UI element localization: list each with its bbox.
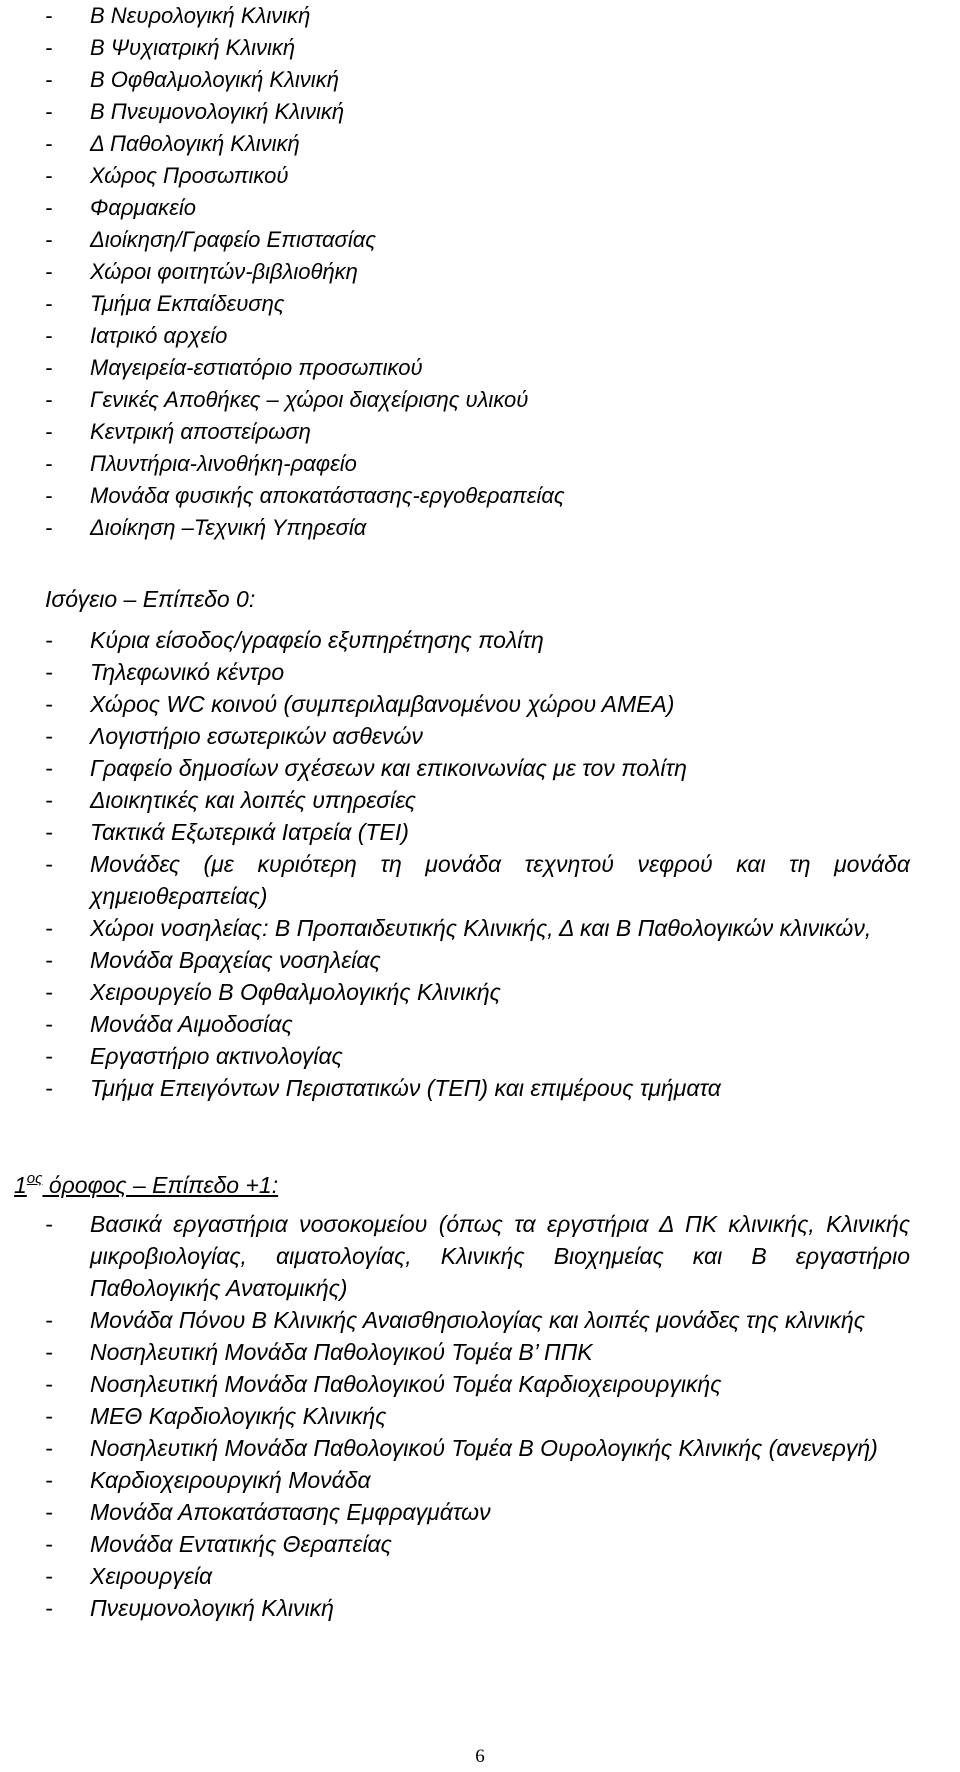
list-item-text: Κεντρική αποστείρωση (90, 419, 311, 444)
first-floor-heading-text: όροφος – Επίπεδο +1: (42, 1172, 279, 1198)
list-item-text: Μονάδα φυσικής αποκατάστασης-εργοθεραπείας (90, 483, 565, 508)
list-item-text: Καρδιοχειρουργική Μονάδα (90, 1467, 371, 1493)
list-item-text: Μονάδα Πόνου Β Κλινικής Αναισθησιολογίας και λοιπές μονάδες της κλινικής (90, 1307, 865, 1333)
list-item: - Β Νευρολογική Κλινική (45, 3, 311, 28)
list-item: - Νοσηλευτική Μονάδα Παθολογικού Τομέα Καρδιοχειρουργικής (45, 1371, 722, 1397)
list-item-text: Χώροι φοιτητών-βιβλιοθήκη (90, 259, 358, 284)
list-item-text: Χώρος WC κοινού (συμπεριλαμβανομένου χώρου ΑΜΕΑ) (90, 691, 675, 717)
list-item: - ΜΕΘ Καρδιολογικής Κλινικής (45, 1403, 387, 1429)
list-item: - Εργαστήριο ακτινολογίας (45, 1043, 343, 1069)
list-item-text: Νοσηλευτική Μονάδα Παθολογικού Τομέα Β Ουρολογικής Κλινικής (ανενεργή) (90, 1435, 878, 1461)
ground-floor-section (0, 624, 960, 1104)
list-item: - Γενικές Αποθήκες – χώροι διαχείρισης υλικού (45, 387, 529, 412)
list-item-text: Εργαστήριο ακτινολογίας (90, 1043, 343, 1069)
list-item-text: Τμήμα Επειγόντων Περιστατικών (ΤΕΠ) και επιμέρους τμήματα (90, 1075, 721, 1101)
list-item: - Χειρουργείο Β Οφθαλμολογικής Κλινικής (45, 979, 501, 1005)
list-item-text: Β Ψυχιατρική Κλινική (90, 35, 296, 60)
list-item-text: Β Πνευμονολογική Κλινική (90, 99, 345, 124)
first-floor-heading-number: 1 (14, 1172, 27, 1198)
list-item-text: Φαρμακείο (90, 195, 196, 220)
list-item: - Τμήμα Εκπαίδευσης (45, 291, 285, 316)
list-item: - Λογιστήριο εσωτερικών ασθενών (45, 723, 423, 749)
first-floor-heading-sup: ος (26, 1170, 43, 1187)
list-item-text: Δ Παθολογική Κλινική (90, 131, 300, 156)
list-item: - Τακτικά Εξωτερικά Ιατρεία (ΤΕΙ) (45, 819, 409, 845)
first-floor-section (0, 1208, 960, 1624)
list-item-text: Β Οφθαλμολογική Κλινική (90, 67, 339, 92)
list-item: - Χώρος WC κοινού (συμπεριλαμβανομένου χώρου ΑΜΕΑ) (45, 691, 675, 717)
list-item: - Ιατρικό αρχείο (45, 323, 228, 348)
list-item-text: Ιατρικό αρχείο (90, 323, 228, 348)
ground-floor-list (0, 624, 960, 1104)
list-item-text: Χώροι νοσηλείας: Β Προπαιδευτικής Κλινικής, Δ και Β Παθολογικών κλινικών, (90, 915, 872, 941)
list-item: - Γραφείο δημοσίων σχέσεων και επικοινωνίας με τον πολίτη (45, 755, 687, 781)
list-item: - Πνευμονολογική Κλινική (45, 1595, 334, 1621)
list-item: - Κεντρική αποστείρωση (45, 419, 311, 444)
list-item-text: Διοίκηση/Γραφείο Επιστασίας (90, 227, 376, 252)
list-item: - Β Ψυχιατρική Κλινική (45, 35, 296, 60)
list-item: - Μονάδα Εντατικής Θεραπείας (45, 1531, 392, 1557)
list-item-text: Χώρος Προσωπικού (90, 163, 289, 188)
top-list (0, 0, 960, 544)
ground-floor-heading: Ισόγειο – Επίπεδο 0: (45, 586, 256, 612)
list-item-text: Μονάδα Εντατικής Θεραπείας (90, 1531, 392, 1557)
list-item: - Διοίκηση –Τεχνική Υπηρεσία (45, 515, 367, 540)
list-item: - Καρδιοχειρουργική Μονάδα (45, 1467, 371, 1493)
first-floor-list (0, 1208, 960, 1624)
list-item: - Δ Παθολογική Κλινική (45, 131, 300, 156)
list-item-text: Διοικητικές και λοιπές υπηρεσίες (90, 787, 416, 813)
list-item-text: Βασικά εργαστήρια νοσοκομείου (όπως τα εργστήρια Δ ΠΚ κλινικής, Κλινικής μικροβιολογίας, αιματολογίας, Κλινικής Βιοχημείας και Β εργαστήριο Παθολογικής Ανατομικής) (90, 1211, 910, 1301)
list-item-text: Πνευμονολογική Κλινική (90, 1595, 334, 1621)
list-item-text: Τηλεφωνικό κέντρο (90, 659, 285, 685)
list-item: - Τμήμα Επειγόντων Περιστατικών (ΤΕΠ) και επιμέρους τμήματα (45, 1075, 721, 1101)
list-item: - Μονάδα Αποκατάστασης Εμφραγμάτων (45, 1499, 491, 1525)
list-item-text: Μαγειρεία-εστιατόριο προσωπικού (90, 355, 423, 380)
list-item-text: Χειρουργεία (90, 1563, 213, 1589)
list-item-text: Μονάδα Βραχείας νοσηλείας (90, 947, 381, 973)
list-item: - Πλυντήρια-λινοθήκη-ραφείο (45, 451, 357, 476)
list-item: - Βασικά εργαστήρια νοσοκομείου (όπως τα εργστήρια Δ ΠΚ κλινικής, Κλινικής μικροβιολογίας, αιματολογίας, Κλινικής Βιοχημείας και Β εργαστήριο Παθολογικής Ανατομικής) (45, 1211, 910, 1301)
list-item: - Φαρμακείο (45, 195, 196, 220)
list-item: - Χώροι νοσηλείας: Β Προπαιδευτικής Κλινικής, Δ και Β Παθολογικών κλινικών, (45, 915, 872, 941)
list-item-text: Γενικές Αποθήκες – χώροι διαχείρισης υλικού (90, 387, 529, 412)
list-item: - Χώροι φοιτητών-βιβλιοθήκη (45, 259, 358, 284)
list-item-text: Μονάδες (με κυριότερη τη μονάδα τεχνητού νεφρού και τη μονάδα χημειοθεραπείας) (90, 851, 910, 909)
page-number: 6 (475, 1746, 485, 1767)
list-item: - Μονάδα Βραχείας νοσηλείας (45, 947, 381, 973)
list-item-text: Μονάδα Αποκατάστασης Εμφραγμάτων (90, 1499, 491, 1525)
list-item: - Διοικητικές και λοιπές υπηρεσίες (45, 787, 416, 813)
list-item: - Χειρουργεία (45, 1563, 213, 1589)
list-item-text: Πλυντήρια-λινοθήκη-ραφείο (90, 451, 357, 476)
list-item: - Μονάδα Πόνου Β Κλινικής Αναισθησιολογίας και λοιπές μονάδες της κλινικής (45, 1307, 865, 1333)
list-item: - Μονάδα φυσικής αποκατάστασης-εργοθεραπείας (45, 483, 565, 508)
list-item-text: Τακτικά Εξωτερικά Ιατρεία (ΤΕΙ) (90, 819, 409, 845)
list-item: - Μονάδες (με κυριότερη τη μονάδα τεχνητού νεφρού και τη μονάδα χημειοθεραπείας) (45, 851, 910, 909)
first-floor-heading (14, 1172, 278, 1199)
list-item-text: ΜΕΘ Καρδιολογικής Κλινικής (90, 1403, 387, 1429)
list-item: - Νοσηλευτική Μονάδα Παθολογικού Τομέα Β’ ΠΠΚ (45, 1339, 593, 1365)
list-item-text: Νοσηλευτική Μονάδα Παθολογικού Τομέα Β’ ΠΠΚ (90, 1339, 593, 1365)
list-item: - Β Οφθαλμολογική Κλινική (45, 67, 339, 92)
list-item-text: Κύρια είσοδος/γραφείο εξυπηρέτησης πολίτη (90, 627, 544, 653)
list-item-text: Διοίκηση –Τεχνική Υπηρεσία (90, 515, 367, 540)
list-item-text: Τμήμα Εκπαίδευσης (90, 291, 285, 316)
top-list-section (0, 0, 960, 544)
list-item-text: Λογιστήριο εσωτερικών ασθενών (90, 723, 423, 749)
list-item: - Τηλεφωνικό κέντρο (45, 659, 285, 685)
list-item-text: Β Νευρολογική Κλινική (90, 3, 311, 28)
list-item: - Μονάδα Αιμοδοσίας (45, 1011, 293, 1037)
list-item-text: Χειρουργείο Β Οφθαλμολογικής Κλινικής (90, 979, 501, 1005)
list-item: - Β Πνευμονολογική Κλινική (45, 99, 345, 124)
list-item: - Νοσηλευτική Μονάδα Παθολογικού Τομέα Β Ουρολογικής Κλινικής (ανενεργή) (45, 1435, 878, 1461)
list-item-text: Νοσηλευτική Μονάδα Παθολογικού Τομέα Καρδιοχειρουργικής (90, 1371, 722, 1397)
list-item: - Μαγειρεία-εστιατόριο προσωπικού (45, 355, 423, 380)
list-item: - Κύρια είσοδος/γραφείο εξυπηρέτησης πολίτη (45, 627, 544, 653)
list-item: - Διοίκηση/Γραφείο Επιστασίας (45, 227, 376, 252)
list-item: - Χώρος Προσωπικού (45, 163, 289, 188)
list-item-text: Μονάδα Αιμοδοσίας (90, 1011, 293, 1037)
list-item-text: Γραφείο δημοσίων σχέσεων και επικοινωνίας με τον πολίτη (90, 755, 687, 781)
